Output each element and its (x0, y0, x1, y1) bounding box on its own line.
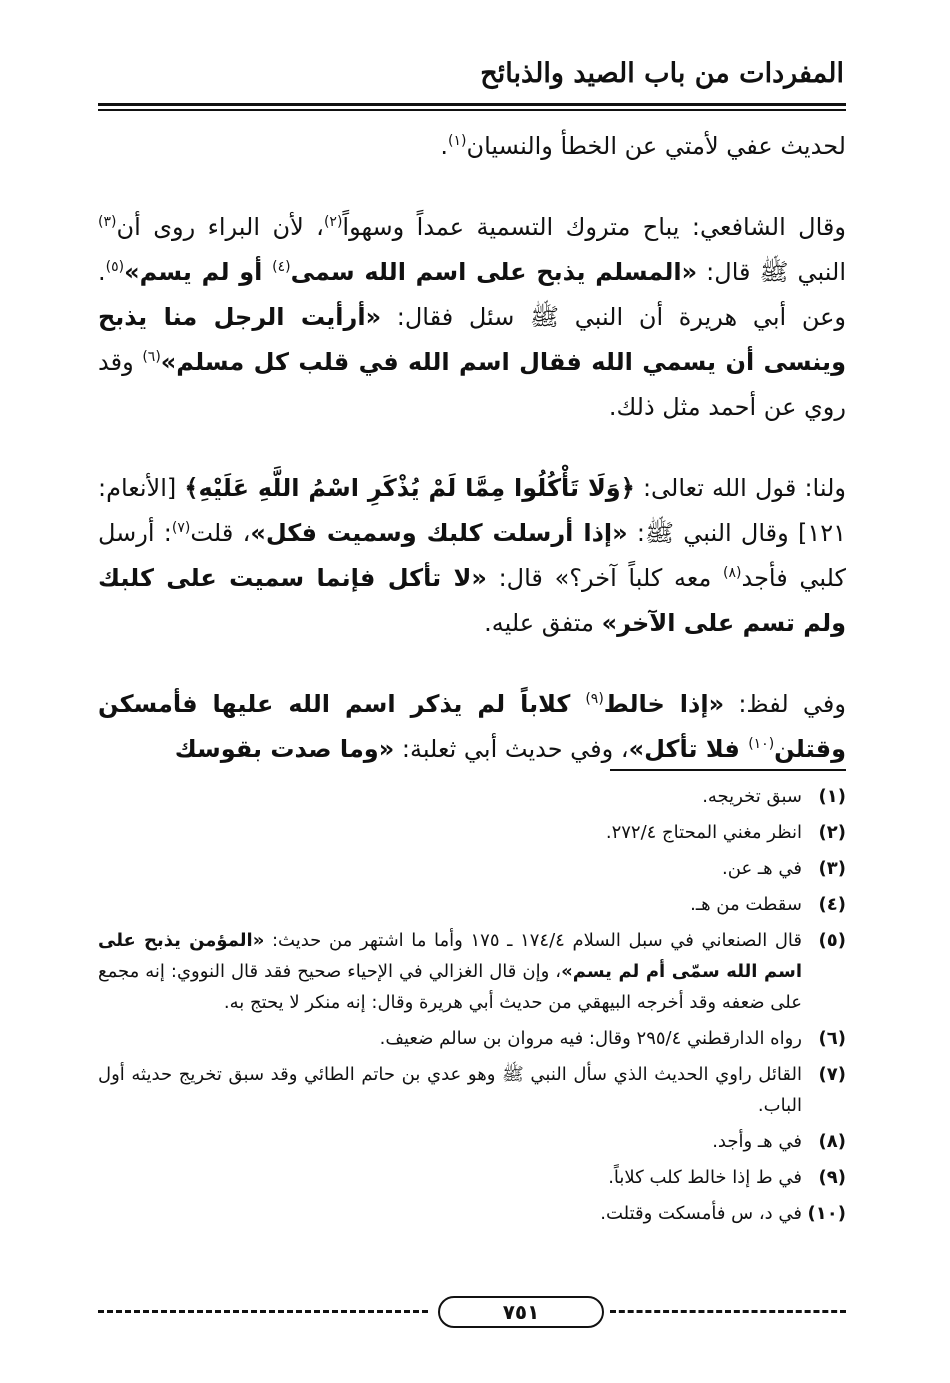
text-span: النبي ﷺ قال: (697, 258, 847, 286)
hadith-quote: «أرأيت الرجل منا يذبح وينسى أن يسمي الله فقال اسم الله في قلب كل مسلم» (98, 303, 846, 376)
hadith-quote: أو لم يسم» (124, 258, 273, 286)
footnote-number: (٨) (818, 1131, 846, 1152)
page-footer (98, 1296, 846, 1326)
footnote-9 (98, 1162, 846, 1193)
footnote-5 (98, 925, 846, 1018)
quran-verse: ﴿وَلَا تَأْكُلُوا مِمَّا لَمْ يُذْكَرِ اسْمُ اللَّهِ عَلَيْهِ﴾ (184, 474, 635, 502)
footnote-10 (98, 1198, 846, 1229)
footnote-ref: (٨) (723, 565, 742, 581)
footnote-ref: (٥) (105, 259, 125, 275)
text-span: وفي لفظ: (724, 690, 846, 718)
hadith-quote: فلا تأكل» (628, 735, 749, 763)
hadith-quote: «لا تأكل فإنما سميت على كلبك ولم تسم على الآخر» (98, 564, 846, 637)
footnote-4 (98, 889, 846, 920)
footnote-text: سبق تخريجه. (702, 786, 802, 807)
footer-dashed-line-right (610, 1310, 846, 1313)
text-span: وقال الشافعي: يباح متروك التسمية عمداً وسهواً (342, 213, 846, 241)
text-span: ، لأن البراء روى أن (116, 213, 324, 241)
text-span: ، وإن قال الغزالي في الإحياء صحيح فقد قال النووي: إنه مجمع على ضعفه وقد أخرجه البيهقي من حديث أبي هريرة وقال: إنه منكر لا يحتج به. (98, 961, 802, 1013)
hadith-quote: كلاباً لم يذكر اسم الله عليها فأمسكن وقتلن (98, 690, 846, 763)
hadith-quote: «المسلم يذبح على اسم الله سمى (290, 258, 698, 286)
footnote-ref: (٢) (323, 214, 343, 230)
text-span: ، وفي حديث أبي ثعلبة: (394, 735, 629, 763)
footnote-number: (٩) (818, 1167, 846, 1188)
footer-dashed-line-left (98, 1310, 428, 1313)
footnote-number: (٣) (818, 858, 846, 879)
footnote-number: (٥) (818, 930, 846, 951)
page-number: ٧٥١ (438, 1296, 604, 1328)
text-span: لحديث عفي لأمتي عن الخطأ والنسيان (466, 132, 846, 160)
text-span: وقد روي عن أحمد مثل ذلك. (98, 348, 846, 421)
footnote-text: في ط إذا خالط كلب كلاباً. (608, 1167, 802, 1188)
footnote-text: في د، س فأمسكت وقتلت. (600, 1203, 802, 1224)
paragraph-3 (98, 466, 846, 646)
footnote-ref: (٦) (142, 349, 161, 365)
text-span: : أرسل كلبي فأجد (98, 519, 846, 592)
footnote-text: انظر مغني المحتاج ٢٧٢/٤. (605, 822, 802, 843)
footnote-ref: (١) (448, 133, 467, 149)
footnote-ref: (٤) (272, 259, 291, 275)
footnote-3 (98, 853, 846, 884)
footnote-ref: (٩) (585, 691, 604, 707)
footnote-ref: (١٠) (748, 736, 775, 752)
text-span: قال الصنعاني في سبل السلام ١٧٤/٤ ـ ١٧٥ وأما ما اشتهر من حديث: (264, 930, 803, 951)
footnote-1 (98, 781, 846, 812)
footnotes (98, 781, 846, 1234)
footnote-7 (98, 1059, 846, 1121)
hadith-quote: «المؤمن يذبح على اسم الله سمّى أم لم يسم» (98, 930, 803, 982)
footnote-text (98, 925, 802, 1018)
paragraph-4 (98, 682, 846, 772)
footnote-separator (610, 769, 846, 771)
footnote-number: (٧) (818, 1064, 846, 1085)
text-span: ، قلت (190, 519, 251, 547)
hadith-quote: «إذا خالط (603, 690, 725, 718)
text-span: متفق عليه. (484, 609, 602, 637)
footnote-number: (١) (818, 786, 846, 807)
footnote-number: (١٠) (807, 1203, 846, 1224)
hadith-quote: «إذا أرسلت كلبك وسميت فكل» (250, 519, 628, 547)
text-span: . وعن أبي هريرة أن النبي ﷺ سئل فقال: (98, 258, 847, 331)
text-span: [الأنعام: ١٢١] وقال النبي ﷺ: (98, 474, 847, 547)
text-span: معه كلباً آخر؟» قال: (486, 564, 723, 592)
text-span: . (440, 132, 449, 160)
running-header-title: المفردات من باب الصيد والذبائح (480, 58, 844, 89)
footnote-ref: (٣) (98, 214, 117, 230)
footnote-text: رواه الدارقطني ٢٩٥/٤ وقال: فيه مروان بن سالم ضعيف. (379, 1028, 802, 1049)
header-rule-thin (98, 109, 846, 111)
hadith-quote: «وما صدت بقوسك (174, 735, 395, 763)
footnote-2 (98, 817, 846, 848)
footnote-text: في هـ عن. (722, 858, 802, 879)
footnote-8 (98, 1126, 846, 1157)
footnote-number: (٤) (818, 894, 846, 915)
header-rule-thick (98, 103, 846, 106)
footnote-text: سقطت من هـ. (690, 894, 802, 915)
footnote-text: القائل راوي الحديث الذي سأل النبي ﷺ وهو عدي بن حاتم الطائي وقد سبق تخريج حديثه أول الباب. (98, 1064, 802, 1116)
footnote-number: (٢) (818, 822, 846, 843)
main-text (98, 124, 846, 772)
footnote-text: في هـ وأجد. (712, 1131, 802, 1152)
paragraph-1 (98, 124, 846, 169)
footnote-number: (٦) (818, 1028, 846, 1049)
text-span: ولنا: قول الله تعالى: (634, 474, 846, 502)
footnote-ref: (٧) (171, 520, 191, 536)
footnote-6 (98, 1023, 846, 1054)
paragraph-2 (98, 205, 846, 430)
